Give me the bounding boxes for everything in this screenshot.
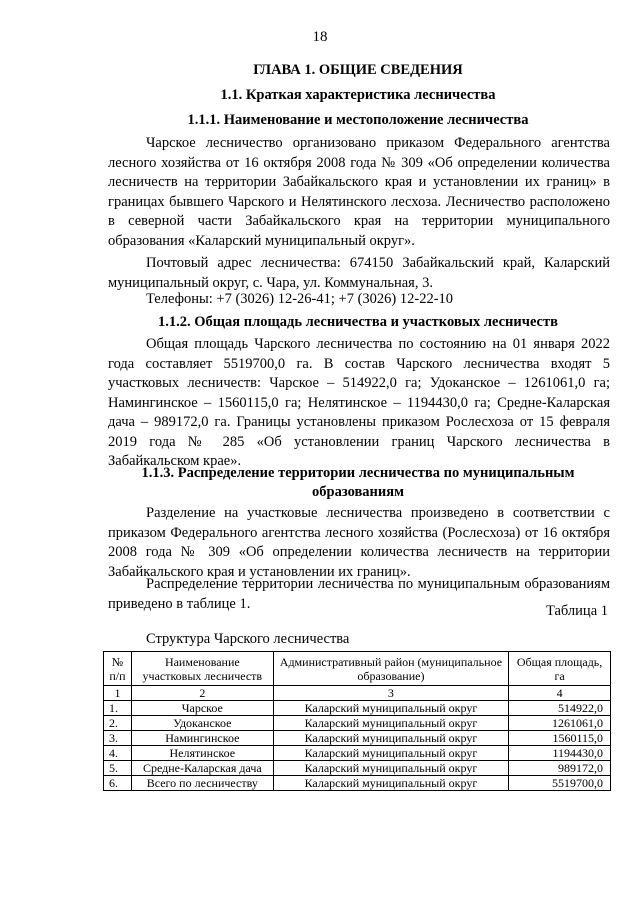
- table-row: [104, 761, 611, 776]
- row-forestry-name: Удоканское: [131, 716, 273, 731]
- column-number: 3: [273, 686, 508, 701]
- table-row: [104, 731, 611, 746]
- column-number: 4: [509, 686, 611, 701]
- table-row: [104, 701, 611, 716]
- section-heading-1-1-2: 1.1.2. Общая площадь лесничества и участковых лесничеств: [158, 314, 558, 330]
- row-index: 1.: [104, 701, 132, 716]
- table-label: Таблица 1: [545, 603, 608, 619]
- table-row: [104, 746, 611, 761]
- row-area: 514922,0: [509, 701, 611, 716]
- row-index: 6.: [104, 776, 132, 791]
- row-district: Каларский муниципальный округ: [273, 731, 508, 746]
- row-index: 5.: [104, 761, 132, 776]
- paragraph-forestry-organization: Чарское лесничество организовано приказом Федерального агентства лесного хозяйства от 16 октября 2008 года № 309 «Об определении количества лесничеств на территории Забайкальского края и установлении их границ» в границах бывшего Чарского и Нелятинского лесхоза. Лесничество расположено в северной части Забайкальского края на территории муниципального образования «Каларский муниципальный округ».: [108, 135, 610, 249]
- table-row-total: [104, 776, 611, 791]
- row-forestry-name: Чарское: [131, 701, 273, 716]
- structure-table: [103, 651, 611, 791]
- paragraph-division: Разделение на участковые лесничества произведено в соответствии с приказом Федерального агентства лесного хозяйства (Рослесхоза) от 16 октября 2008 года № 309 «Об определении количества лесничеств на территории Забайкальского края и установлении их границ».: [108, 505, 610, 580]
- row-index: 3.: [104, 731, 132, 746]
- row-area: 989172,0: [509, 761, 611, 776]
- section-heading-1-1-1: 1.1.1. Наименование и местоположение лесничества: [187, 112, 529, 128]
- paragraph-distribution: Распределение территории лесничества по муниципальным образованиям приведено в таблице 1.: [108, 576, 610, 612]
- chapter-title: ГЛАВА 1. ОБЩИЕ СВЕДЕНИЯ: [253, 62, 463, 78]
- row-forestry-name: Всего по лесничеству: [131, 776, 273, 791]
- header-number: № п/п: [104, 652, 132, 686]
- row-forestry-name: Средне-Каларская дача: [131, 761, 273, 776]
- row-index: 2.: [104, 716, 132, 731]
- row-district: Каларский муниципальный округ: [273, 761, 508, 776]
- row-forestry-name: Намингинское: [131, 731, 273, 746]
- row-district: Каларский муниципальный округ: [273, 776, 508, 791]
- table-caption: Структура Чарского лесничества: [146, 631, 350, 647]
- table-column-numbers-row: [104, 686, 611, 701]
- paragraph-phones: Телефоны: +7 (3026) 12-26-41; +7 (3026) 12-22-10: [146, 291, 454, 307]
- header-name: Наименование участковых лесничеств: [131, 652, 273, 686]
- paragraph-total-area: Общая площадь Чарского лесничества по состоянию на 01 января 2022 года составляет 5519700,0 га. В состав Чарского лесничества входят 5 участковых лесничеств: Чарское – 514922,0 га; Удоканское – 1261061,0 га; Намингинское – 1560115,0 га; Нелятинское – 1194430,0 га; Средне-Каларская дача – 989172,0 га. Границы установлены приказом Рослесхоза от 15 февраля 2019 года № 285 «Об установлении границ Чарского лесничества в Забайкальском крае».: [108, 336, 610, 469]
- table-header-row: [104, 652, 611, 686]
- row-district: Каларский муниципальный округ: [273, 746, 508, 761]
- section-heading-1-1-3: 1.1.3. Распределение территории лесничества по муниципальным образованиям: [141, 465, 575, 500]
- row-area: 5519700,0: [509, 776, 611, 791]
- row-area: 1560115,0: [509, 731, 611, 746]
- table-row: [104, 716, 611, 731]
- column-number: 2: [131, 686, 273, 701]
- row-district: Каларский муниципальный округ: [273, 701, 508, 716]
- row-area: 1261061,0: [509, 716, 611, 731]
- header-district: Административный район (муниципальное образование): [273, 652, 508, 686]
- header-area: Общая площадь, га: [509, 652, 611, 686]
- page-number: 18: [312, 29, 328, 45]
- row-district: Каларский муниципальный округ: [273, 716, 508, 731]
- column-number: 1: [104, 686, 132, 701]
- row-area: 1194430,0: [509, 746, 611, 761]
- row-forestry-name: Нелятинское: [131, 746, 273, 761]
- row-index: 4.: [104, 746, 132, 761]
- paragraph-postal-address: Почтовый адрес лесничества: 674150 Забайкальский край, Каларский муниципальный округ, с. Чара, ул. Коммунальная, 3.: [108, 255, 610, 291]
- section-heading-1-1: 1.1. Краткая характеристика лесничества: [220, 87, 496, 103]
